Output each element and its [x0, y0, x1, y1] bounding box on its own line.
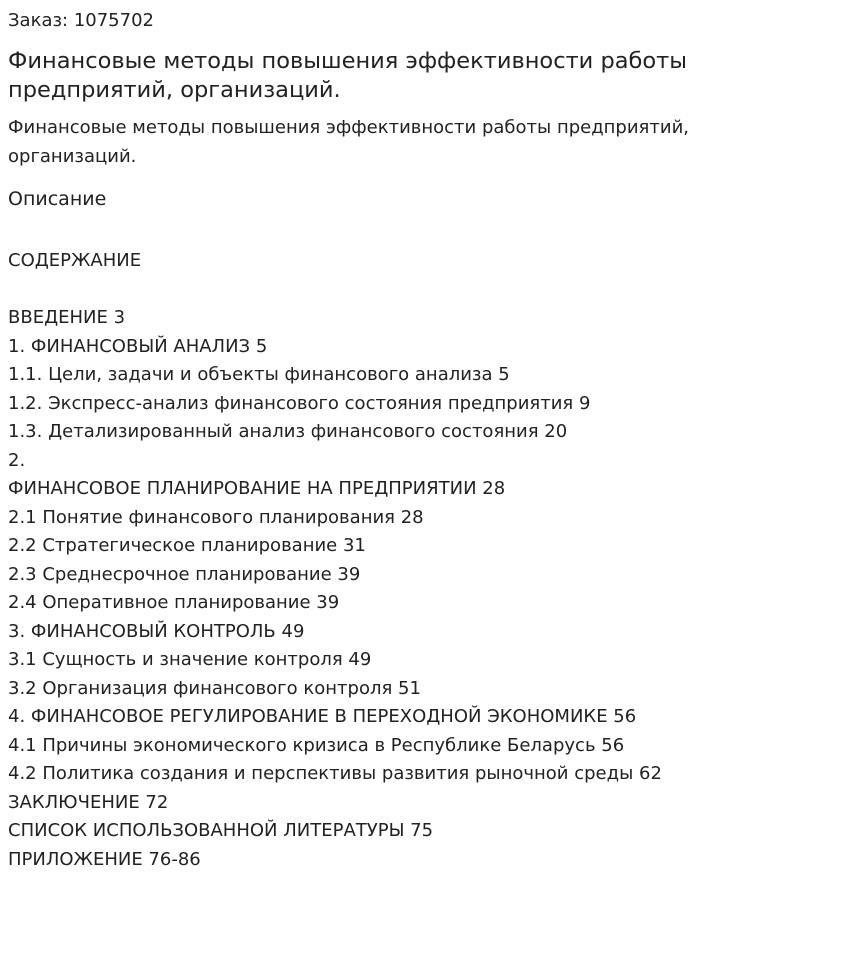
toc-item: 4.1 Причины экономического кризиса в Республике Беларусь 56	[8, 734, 625, 756]
toc-item: 1.2. Экспресс-анализ финансового состояния предприятия 9	[8, 392, 591, 414]
toc-item: 1.3. Детализированный анализ финансового состояния 20	[8, 421, 568, 442]
toc-item: 2.3 Среднесрочное планирование 39	[8, 563, 361, 585]
toc-item: ФИНАНСОВОЕ ПЛАНИРОВАНИЕ НА ПРЕДПРИЯТИИ 28	[8, 478, 506, 499]
toc-item: 1. ФИНАНСОВЫЙ АНАЛИЗ 5	[8, 335, 268, 357]
toc-item: ЗАКЛЮЧЕНИЕ 72	[8, 791, 169, 813]
toc-item: 2.2 Стратегическое планирование 31	[8, 535, 366, 556]
toc-item: 2.	[8, 449, 26, 471]
toc-item: ПРИЛОЖЕНИЕ 76-86	[8, 848, 201, 870]
description-heading: Описание	[8, 188, 107, 210]
toc-item: 3.2 Организация финансового контроля 51	[8, 677, 421, 699]
toc-item: 3.1 Сущность и значение контроля 49	[8, 649, 372, 670]
toc-item: 2.4 Оперативное планирование 39	[8, 592, 340, 613]
subtitle: Финансовые методы повышения эффективности работы предприятий, организаций.	[8, 117, 689, 167]
order-number: Заказ: 1075702	[8, 10, 154, 31]
toc-item: 2.1 Понятие финансового планирования 28	[8, 506, 424, 528]
toc-item: 1.1. Цели, задачи и объекты финансового анализа 5	[8, 364, 510, 385]
toc-item: ВВЕДЕНИЕ 3	[8, 307, 126, 328]
toc-item: 4.2 Политика создания и перспективы развития рыночной среды 62	[8, 763, 662, 784]
toc-item: 4. ФИНАНСОВОЕ РЕГУЛИРОВАНИЕ В ПЕРЕХОДНОЙ ЭКОНОМИКЕ 56	[8, 706, 637, 727]
toc-list	[8, 304, 662, 874]
toc-item: СПИСОК ИСПОЛЬЗОВАННОЙ ЛИТЕРАТУРЫ 75	[8, 820, 434, 841]
toc-heading: СОДЕРЖАНИЕ	[8, 250, 142, 271]
page-title: Финансовые методы повышения эффективности работы предприятий, организаций.	[8, 48, 688, 103]
toc-item: 3. ФИНАНСОВЫЙ КОНТРОЛЬ 49	[8, 620, 305, 642]
